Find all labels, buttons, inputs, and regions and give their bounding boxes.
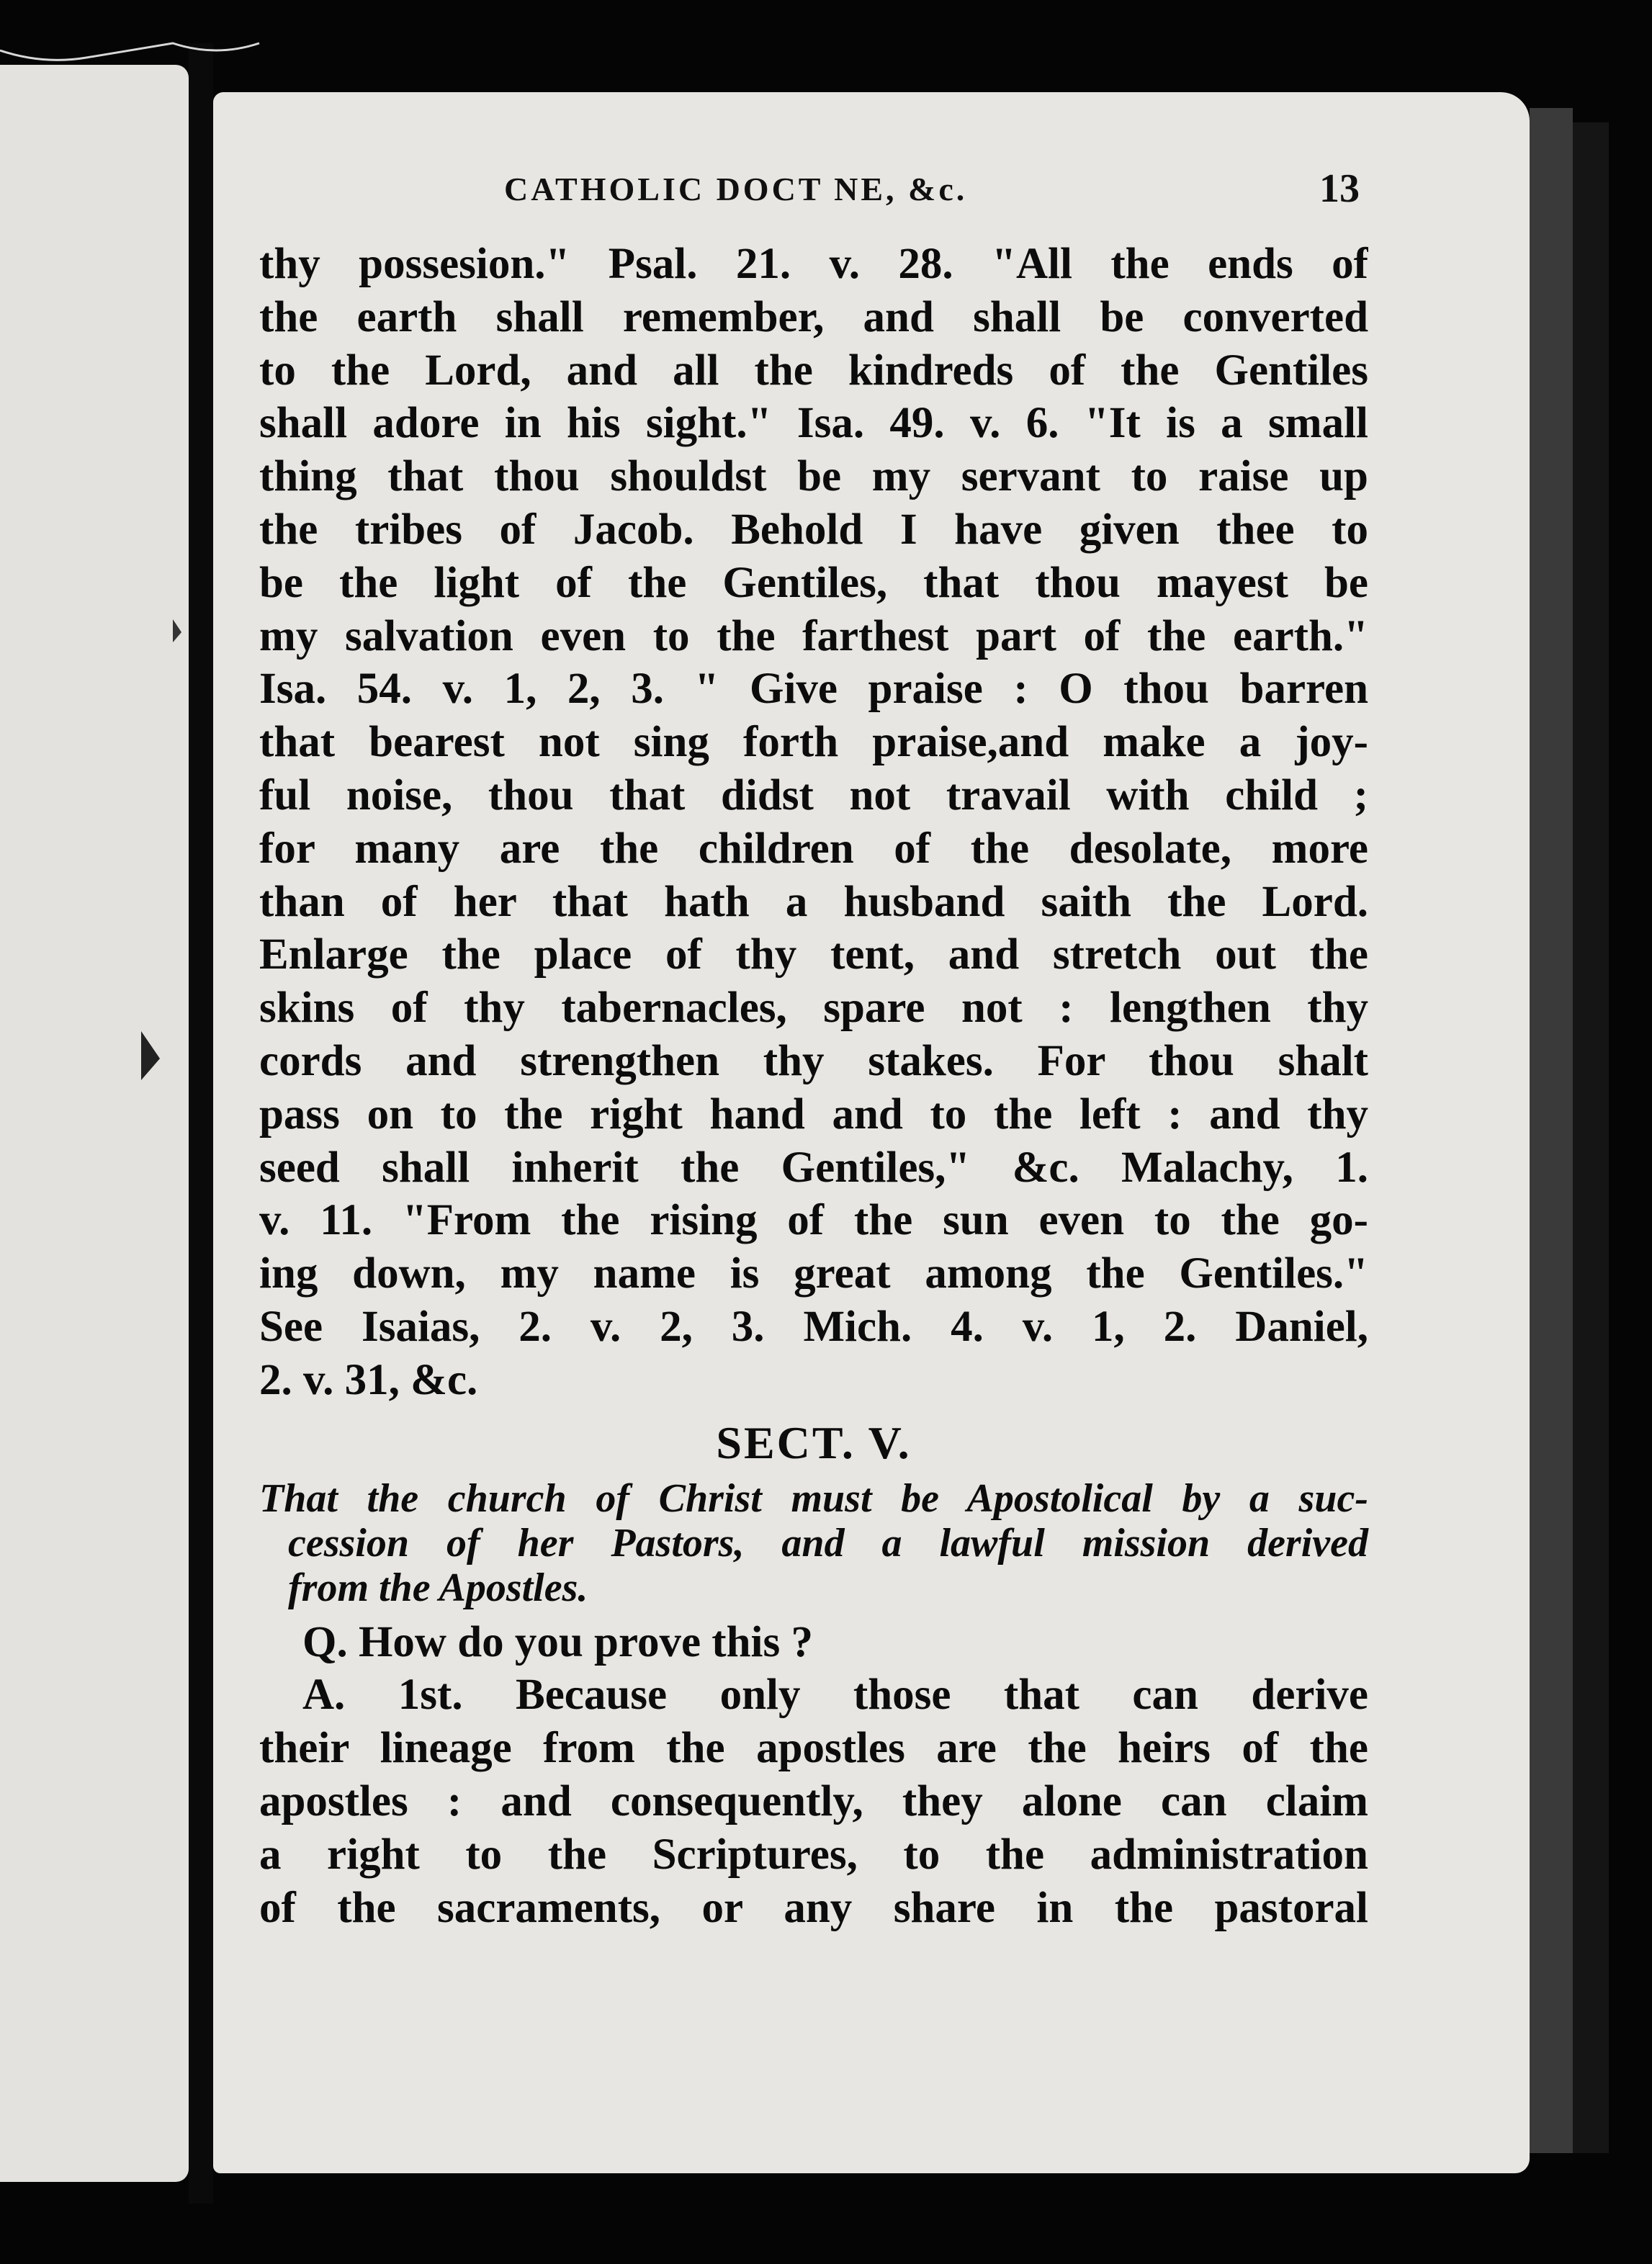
body-line: v. 11. "From the rising of the sun even to the go- — [259, 1196, 1368, 1245]
answer-line: a right to the Scriptures, to the administration — [259, 1830, 1368, 1879]
page-number: 13 — [1319, 166, 1360, 211]
body-line: skins of thy tabernacles, spare not : lengthen thy — [259, 984, 1368, 1033]
gutter-mark — [173, 619, 181, 642]
body-line: Enlarge the place of thy tent, and stretch out the — [259, 930, 1368, 979]
body-line: ing down, my name is great among the Gentiles." — [259, 1249, 1368, 1298]
section-summary-line: from the Apostles. — [288, 1565, 588, 1610]
body-line: to the Lord, and all the kindreds of the Gentiles — [259, 346, 1368, 395]
section-summary-line: That the church of Christ must be Apostolical by a suc- — [259, 1475, 1368, 1521]
question-line: Q. How do you prove this ? — [302, 1617, 813, 1666]
body-line: pass on to the right hand and to the left : and thy — [259, 1090, 1368, 1138]
body-line: seed shall inherit the Gentiles," &c. Malachy, 1. — [259, 1143, 1368, 1192]
section-summary-line: cession of her Pastors, and a lawful mission derived — [288, 1520, 1368, 1566]
body-line: shall adore in his sight." Isa. 49. v. 6. "It is a small — [259, 399, 1368, 448]
body-line: thing that thou shouldst be my servant to raise up — [259, 452, 1368, 501]
body-line: for many are the children of the desolate, more — [259, 824, 1368, 873]
answer-line: apostles : and consequently, they alone can claim — [259, 1776, 1368, 1825]
running-head: CATHOLIC DOCT NE, &c. — [504, 171, 968, 207]
body-line: 2. v. 31, &c. — [259, 1355, 478, 1404]
body-line: ful noise, thou that didst not travail with child ; — [259, 771, 1368, 819]
body-line: my salvation even to the farthest part of the earth." — [259, 611, 1368, 660]
body-line: be the light of the Gentiles, that thou mayest be — [259, 558, 1368, 607]
section-heading: SECT. V. — [716, 1416, 912, 1468]
body-line: the tribes of Jacob. Behold I have given thee to — [259, 505, 1368, 554]
answer-line: of the sacraments, or any share in the pastoral — [259, 1883, 1368, 1932]
answer-line: their lineage from the apostles are the heirs of the — [259, 1724, 1368, 1773]
body-line: that bearest not sing forth praise,and make a joy- — [259, 718, 1368, 767]
body-line: Isa. 54. v. 1, 2, 3. " Give praise : O thou barren — [259, 665, 1368, 714]
body-line: the earth shall remember, and shall be converted — [259, 292, 1368, 341]
body-line: than of her that hath a husband saith the Lord. — [259, 877, 1368, 926]
body-line: cords and strengthen thy stakes. For thou shalt — [259, 1036, 1368, 1085]
answer-line: A. 1st. Because only those that can derive — [302, 1671, 1368, 1720]
gutter-mark — [141, 1031, 160, 1080]
body-line: thy possesion." Psal. 21. v. 28. "All the ends of — [259, 240, 1368, 288]
body-line: See Isaias, 2. v. 2, 3. Mich. 4. v. 1, 2. Daniel, — [259, 1302, 1368, 1351]
torn-paper-edge — [0, 43, 259, 60]
